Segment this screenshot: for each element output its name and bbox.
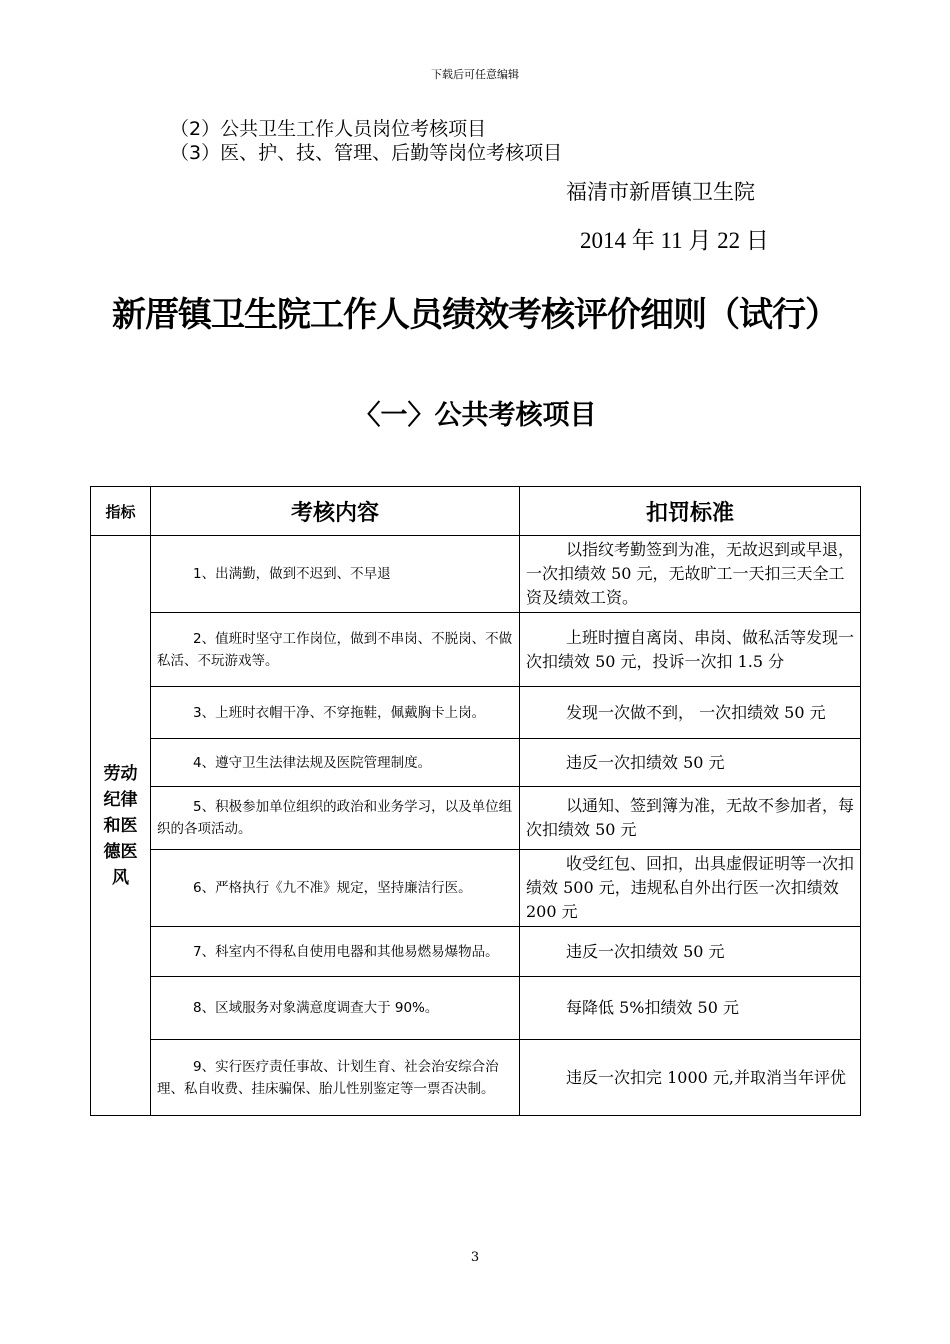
- row-penalty: 上班时擅自离岗、串岗、做私活等发现一次扣绩效 50 元，投诉一次扣 1.5 分: [520, 613, 861, 687]
- table-row: [91, 739, 861, 787]
- organization-name: 福清市新厝镇卫生院: [566, 180, 755, 204]
- row-penalty: 以通知、签到簿为准，无故不参加者，每次扣绩效 50 元: [520, 787, 861, 850]
- category-label: 劳动纪律和医德医风: [103, 763, 138, 888]
- header-note: 下载后可任意编辑: [431, 68, 519, 81]
- category-cell: [91, 536, 151, 1116]
- assessment-table: [90, 486, 861, 1116]
- page-number: 3: [470, 1250, 480, 1265]
- table-row: [91, 977, 861, 1040]
- row-content: 4、遵守卫生法律法规及医院管理制度。: [151, 739, 520, 787]
- row-content: 1、出满勤，做到不迟到、不早退: [151, 536, 520, 613]
- row-penalty: 收受红包、回扣，出具虚假证明等一次扣绩效 500 元，违规私自外出行医一次扣绩效 200 元: [520, 850, 861, 927]
- row-content: 7、科室内不得私自使用电器和其他易燃易爆物品。: [151, 927, 520, 977]
- table-row: [91, 687, 861, 739]
- table-row: [91, 927, 861, 977]
- row-content: 6、严格执行《九不准》规定，坚持廉洁行医。: [151, 850, 520, 927]
- intro-line-2: （2）公共卫生工作人员岗位考核项目: [170, 118, 487, 140]
- row-content: 2、值班时坚守工作岗位，做到不串岗、不脱岗、不做私活、不玩游戏等。: [151, 613, 520, 687]
- table-row: [91, 1040, 861, 1116]
- row-penalty: 违反一次扣绩效 50 元: [520, 739, 861, 787]
- intro-line-3: （3）医、护、技、管理、后勤等岗位考核项目: [170, 142, 563, 164]
- row-content: 8、区域服务对象满意度调查大于 90%。: [151, 977, 520, 1040]
- row-penalty: 违反一次扣绩效 50 元: [520, 927, 861, 977]
- header-penalty: 扣罚标准: [520, 487, 861, 536]
- row-penalty: 每降低 5%扣绩效 50 元: [520, 977, 861, 1040]
- row-content: 3、上班时衣帽干净、不穿拖鞋，佩戴胸卡上岗。: [151, 687, 520, 739]
- table-row: [91, 787, 861, 850]
- document-date: 2014 年 11 月 22 日: [580, 228, 769, 253]
- table-row: [91, 536, 861, 613]
- section-subtitle: 〈一〉公共考核项目: [353, 400, 597, 431]
- row-content: 5、积极参加单位组织的政治和业务学习，以及单位组织的各项活动。: [151, 787, 520, 850]
- row-content: 9、实行医疗责任事故、计划生育、社会治安综合治理、私自收费、挂床骗保、胎儿性别鉴定等一票否决制。: [151, 1040, 520, 1116]
- table-row: [91, 850, 861, 927]
- table-row: [91, 613, 861, 687]
- document-title: 新厝镇卫生院工作人员绩效考核评价细则（试行）: [112, 295, 838, 335]
- row-penalty: 以指纹考勤签到为准，无故迟到或早退，一次扣绩效 50 元，无故旷工一天扣三天全工资及绩效工资。: [520, 536, 861, 613]
- table-header-row: [91, 487, 861, 536]
- row-penalty: 违反一次扣完 1000 元,并取消当年评优: [520, 1040, 861, 1116]
- row-penalty: 发现一次做不到， 一次扣绩效 50 元: [520, 687, 861, 739]
- header-content: 考核内容: [151, 487, 520, 536]
- header-indicator: 指标: [91, 487, 151, 536]
